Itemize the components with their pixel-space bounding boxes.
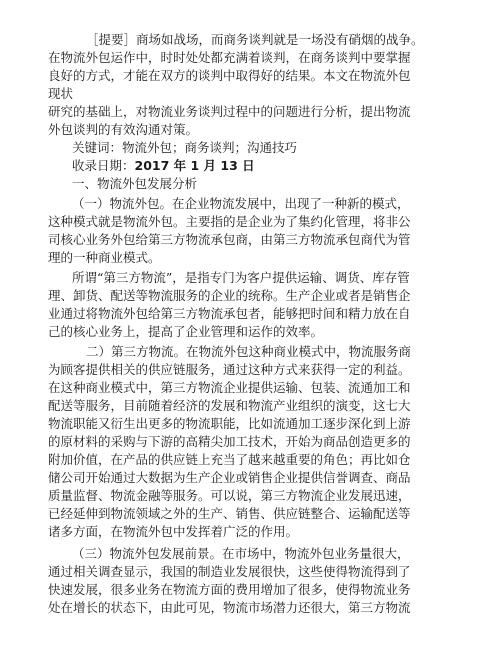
body-line-16: 储公司开始通过大数据为生产企业或销售企业提供信誉调查、商品 [48,470,411,485]
abstract-line-6: 外包谈判的有效沟通对策。 [48,122,199,137]
received-date-label: 收录日期： [72,158,135,173]
body-line-10: 为顾客提供相关的供应链服务，通过这种方式来获得一定的利益。 [48,362,411,377]
body-line-3: 司核心业务外包给第三方物流承包商，由第三方物流承包商代为管 [48,232,411,247]
body-line-15: 附加价值，在产品的供应链上充当了越来越重要的角色；再比如仓 [48,452,411,467]
abstract-line-5: 研究的基础上，对物流业务谈判过程中的问题进行分析，提出物流 [48,104,411,119]
body-line-9: 二）第三方物流。在物流外包这种商业模式中，物流服务商 [86,344,412,359]
body-line-4: 理的一种商业模式。 [48,250,161,265]
received-date-value: 2017 年 1 月 13 日 [134,158,255,173]
abstract-line-1: ［提要］商场如战场，而商务谈判就是一场没有硝烟的战争。 [86,32,424,47]
body-line-23: 处在增长的状态下，由此可见，物流市场潜力还很大，第三方物流 [48,600,411,615]
body-line-12: 配送等服务，目前随着经济的发展和物流产业组织的演变，这七大 [48,398,411,413]
body-line-13: 物流职能又衍生出更多的物流职能，比如流通加工逐步深化到上游 [48,416,411,431]
keywords-line: 关键词：物流外包；商务谈判；沟通技巧 [72,140,298,155]
body-line-18: 已经延伸到物流领域之外的生产、销售、供应链整合、运输配送等 [48,506,411,521]
body-line-19: 诸多方面，在物流外包中发挥着广泛的作用。 [48,524,299,539]
body-line-20: （三）物流外包发展前景。在市场中，物流外包业务量很大， [72,546,410,561]
abstract-line-3: 良好的方式，才能在双方的谈判中取得好的结果。本文在物流外包 [48,68,411,83]
body-line-21: 通过相关调查显示，我国的制造业发展很快，这些使得物流得到了 [48,564,411,579]
body-line-1: （一）物流外包。在企业物流发展中，出现了一种新的模式， [72,196,410,211]
abstract-line-2: 在物流外包运作中，时时处处都充满着谈判，在商务谈判中要掌握 [48,50,411,65]
body-line-5: 所谓“第三方物流”，是指专门为客户提供运输、调货、库存管 [72,270,410,285]
body-line-2: 这种模式就是物流外包。主要指的是企业为了集约化管理，将非公 [48,214,411,229]
body-line-17: 质量监督、物流金融等服务。可以说，第三方物流企业发展迅速， [48,488,411,503]
body-line-22: 快速发展，很多业务在物流方面的费用增加了很多，使得物流业务 [48,582,411,597]
body-line-14: 的原材料的采购与下游的高精尖加工技术，开始为商品创造更多的 [48,434,411,449]
body-line-7: 业通过将物流外包给第三方物流承包者，能够把时间和精力放在自 [48,306,411,321]
body-line-11: 在这种商业模式中，第三方物流企业提供运输、包装、流通加工和 [48,380,411,395]
section-heading-1: 一、物流外包发展分析 [72,176,198,191]
body-line-8: 己的核心业务上，提高了企业管理和运作的效率。 [48,324,324,339]
received-date-line [72,157,255,175]
body-line-6: 理、卸货、配送等物流服务的企业的统称。生产企业或者是销售企 [48,288,411,303]
abstract-line-4: 现状 [48,86,74,101]
